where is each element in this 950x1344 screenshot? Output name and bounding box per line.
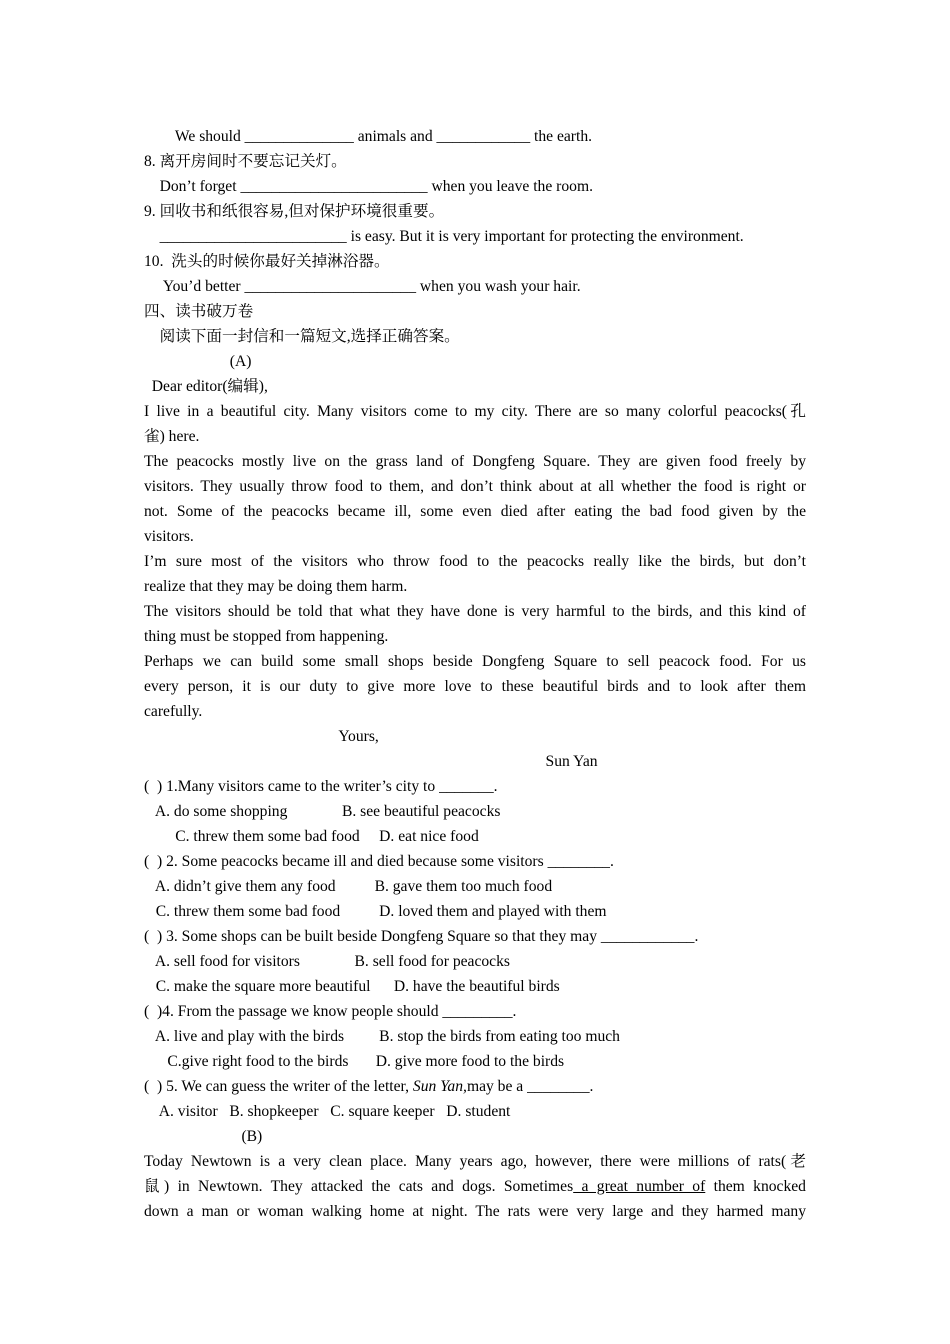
question-1: ( ) 1.Many visitors came to the writer’s city to _______.: [144, 778, 498, 795]
question-5-options: A. visitor B. shopkeeper C. square keeper D. student: [144, 1103, 511, 1120]
question-4: ( )4. From the passage we know people should _________.: [144, 1003, 517, 1020]
exercise-7-line: We should ______________ animals and ____________ the earth.: [144, 128, 593, 145]
question-5: [144, 1074, 593, 1099]
letter-text-line: every person, it is our duty to give more love to these beautiful birds and to look after them: [144, 678, 806, 695]
question-2: ( ) 2. Some peacocks became ill and died because some visitors ________.: [144, 853, 614, 870]
passage-b-text-line: Today Newtown is a very clean place. Many years ago, however, there were millions of rats(老: [144, 1153, 806, 1170]
question-2-options: A. didn’t give them any food B. gave them too much food: [144, 878, 553, 895]
section-heading: 四、读书破万卷: [144, 303, 254, 320]
letter-text-line: The visitors should be told that what they have done is very harmful to the birds, and this kind of: [144, 603, 806, 620]
letter-closing: Yours,: [144, 728, 379, 745]
question-3-options: A. sell food for visitors B. sell food for peacocks: [144, 953, 510, 970]
question-3: ( ) 3. Some shops can be built beside Dongfeng Square so that they may ____________.: [144, 928, 699, 945]
exercise-9-english: ________________________ is easy. But it is very important for protecting the environment.: [144, 228, 744, 245]
letter-text-line: 雀) here.: [144, 428, 200, 445]
letter-text-line: thing must be stopped from happening.: [144, 628, 389, 645]
exercise-8-chinese: 8. 离开房间时不要忘记关灯。: [144, 153, 347, 170]
passage-b-text-line: [144, 1174, 806, 1199]
question-5-text: ( ) 5. We can guess the writer of the letter,: [144, 1078, 413, 1095]
question-3-options: C. make the square more beautiful D. have the beautiful birds: [144, 978, 560, 995]
passage-a-label: (A): [144, 353, 252, 370]
letter-text-line: Perhaps we can build some small shops beside Dongfeng Square to sell peacock food. For us: [144, 653, 806, 670]
passage-b-segment: 鼠) in Newtown. They attacked the cats and dogs. Sometimes: [144, 1178, 574, 1195]
question-2-options: C. threw them some bad food D. loved them and played with them: [144, 903, 607, 920]
letter-text-line: The peacocks mostly live on the grass land of Dongfeng Square. They are given food freely by: [144, 453, 806, 470]
letter-text-line: I’m sure most of the visitors who throw food to the peacocks really like the birds, but don’t: [144, 553, 806, 570]
letter-text-line: realize that they may be doing them harm.: [144, 578, 408, 595]
letter-signature: Sun Yan: [144, 753, 598, 770]
letter-text-line: I live in a beautiful city. Many visitors come to my city. There are so many colorful peacocks(孔: [144, 403, 806, 420]
underlined-phrase: a great number of: [573, 1178, 706, 1195]
passage-b-text-line: down a man or woman walking home at night. The rats were very large and they harmed many: [144, 1203, 806, 1220]
question-4-options: C.give right food to the birds D. give more food to the birds: [144, 1053, 565, 1070]
letter-text-line: carefully.: [144, 703, 203, 720]
exercise-9-chinese: 9. 回收书和纸很容易,但对保护环境很重要。: [144, 203, 445, 220]
question-5-blank: may be a ________.: [466, 1078, 594, 1095]
letter-salutation: Dear editor(编辑),: [144, 378, 268, 395]
question-1-options: C. threw them some bad food D. eat nice food: [144, 828, 479, 845]
section-instruction: 阅读下面一封信和一篇短文,选择正确答案。: [144, 328, 460, 345]
question-1-options: A. do some shopping B. see beautiful peacocks: [144, 803, 501, 820]
letter-text-line: visitors. They usually throw food to them, and don’t think about at all whether the food is right or: [144, 478, 806, 495]
letter-text-line: visitors.: [144, 528, 194, 545]
exercise-8-english: Don’t forget ________________________ when you leave the room.: [144, 178, 593, 195]
passage-b-segment: them knocked: [705, 1178, 806, 1195]
question-5-name: Sun Yan,: [412, 1078, 467, 1095]
exercise-10-chinese: 10. 洗头的时候你最好关掉淋浴器。: [144, 253, 390, 270]
exercise-10-english: You’d better ______________________ when you wash your hair.: [144, 278, 581, 295]
letter-text-line: not. Some of the peacocks became ill, some even died after eating the bad food given by the: [144, 503, 806, 520]
question-4-options: A. live and play with the birds B. stop the birds from eating too much: [144, 1028, 620, 1045]
passage-b-label: (B): [144, 1128, 263, 1145]
